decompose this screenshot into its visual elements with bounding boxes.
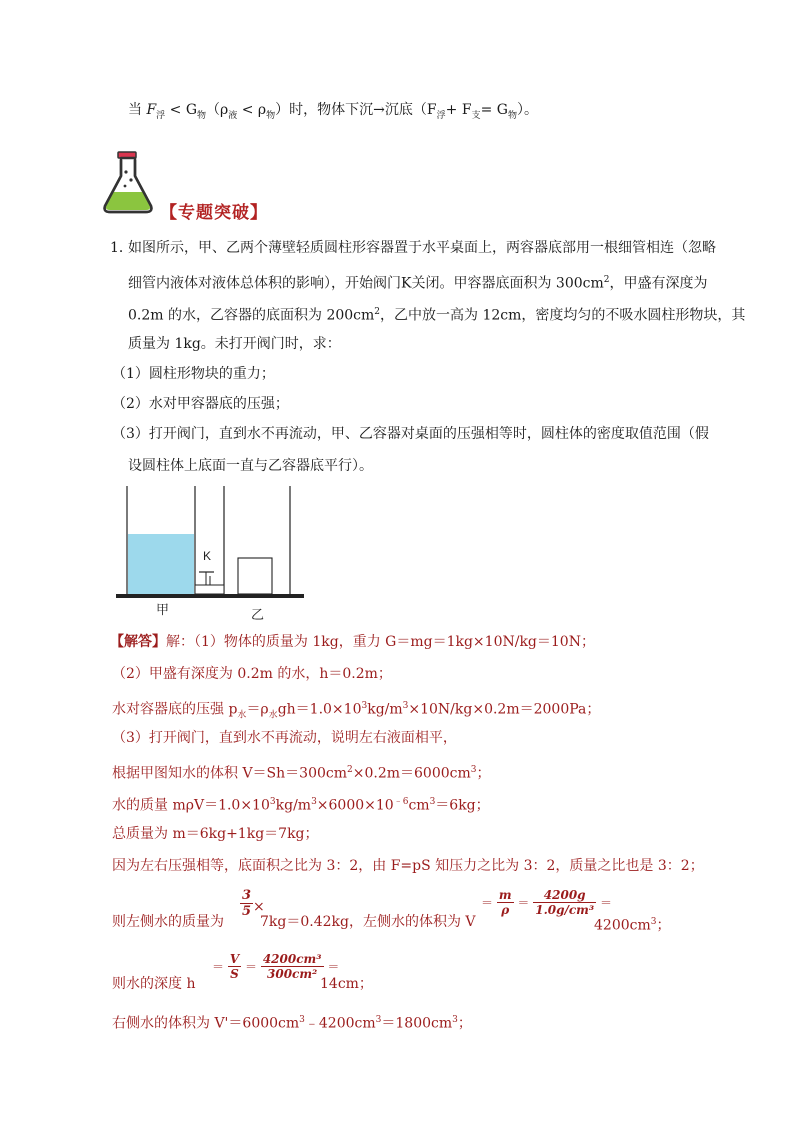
symbol-f: F [146,102,157,118]
fraction-v-s [228,952,241,981]
superscript: 2 [374,307,381,317]
subscript: 浮 [156,110,166,121]
flask-icon [100,150,156,216]
equals: ＝ [244,960,257,974]
superscript: 3 [311,797,317,807]
answer-line-6 [112,792,490,816]
subscript: 支 [471,110,481,121]
fraction-three-fifths [240,888,253,919]
subscript: 水 [268,710,278,721]
answer-tag: 【解答】 [110,634,166,650]
answer-line-5 [112,760,491,784]
equals: ＝ [212,960,225,974]
equals: ＝ [481,896,494,910]
question-2: （2）水对甲容器底的压强； [112,396,289,412]
question-3-line-2: 设圆柱体上底面一直与乙容器底平行）。 [128,458,373,474]
subscript: 浮 [436,110,446,121]
superscript: 2 [347,765,353,775]
fraction-denominator: S [230,967,239,981]
text-fragment: 当 [128,102,147,118]
superscript: 3 [429,797,436,807]
fraction-numerator: m [498,888,512,902]
subscript: 液 [228,110,238,121]
superscript: 3 [361,701,368,711]
text-fragment: 4200cm [594,917,651,934]
problem-line-1: 如图所示，甲、乙两个薄壁轻质圆柱形容器置于水平桌面上，两容器底部用一根细管相连（忽略 [128,240,716,256]
question-3-line-1: （3）打开阀门，直到水不再流动，甲、乙容器对桌面的压强相等时，圆柱体的密度取值范围（假 [112,426,709,442]
superscript: 3 [452,1015,458,1025]
answer-line-3 [112,696,600,725]
section-title: 【专题突破】 [160,203,268,223]
text-fragment: 0.2m 的水，乙容器的底面积为 200cm [128,307,375,324]
answer-line-4: （3）打开阀门，直到水不再流动，说明左右液面相平， [112,730,457,746]
text-fragment: ； [457,1015,472,1032]
left-container-label: 甲 [156,603,170,618]
container-diagram [114,484,308,626]
answer-line-9-result [594,912,670,936]
text-fragment: 水对容器底的压强 p [112,701,238,718]
text-fragment: ﹣4200cm [304,1015,376,1032]
text-fragment: < G [165,102,198,118]
fraction-m-rho [497,888,514,917]
superscript: 3 [650,917,657,927]
text-fragment: 右侧水的体积为 V'＝6000cm [112,1015,300,1032]
text-fragment: ＝1800cm [381,1015,453,1032]
fraction-numerator: 4200cm³ [262,952,322,966]
text-fragment: 解：（1）物体的质量为 1kg，重力 G＝mg＝1kg×10N/kg＝10N； [166,634,595,650]
superscript: 2 [603,275,610,285]
fraction-volume-area [261,952,324,981]
text-fragment: gh＝1.0×10 [277,701,362,718]
superscript: 3 [299,1015,305,1025]
answer-line-2: （2）甲盛有深度为 0.2m 的水，h＝0.2m； [112,666,392,682]
superscript: ﹣6 [393,797,409,807]
text-fragment: ，甲盛有深度为 [609,275,708,292]
problem-line-2 [128,270,707,294]
right-container-label: 乙 [251,608,265,623]
text-fragment: kg/m [275,797,312,814]
text-fragment: ×10N/kg×0.2m＝2000Pa； [408,701,601,718]
text-fragment: ＝ρ [246,701,269,718]
superscript: 3 [269,797,276,807]
answer-line-7: 总质量为 m＝6kg+1kg＝7kg； [112,826,319,842]
subscript: 水 [237,710,247,721]
table-surface [116,594,304,598]
text-fragment: = G [480,102,508,118]
answer-line-9-mid: 7kg＝0.42kg，左侧水的体积为 V [260,914,476,930]
fraction-numerator: 3 [242,888,252,903]
subscript: 物 [266,110,276,121]
text-fragment: ； [656,917,671,934]
fraction-numerator: V [229,952,240,966]
text-fragment: 水的质量 mρV＝1.0×10 [112,797,270,814]
answer-line-8: 因为左右压强相等，底面积之比为 3：2，由 F=pS 知压力之比为 3：2，质量之比也是 3：2； [112,858,704,874]
text-fragment: ×6000×10 [316,797,394,814]
subscript: 物 [507,110,517,121]
text-fragment: ，乙中放一高为 12cm，密度均匀的不吸水圆柱形物块，其 [380,307,746,324]
question-1: （1）圆柱形物块的重力； [112,366,275,382]
text-fragment: （ρ [206,102,229,118]
top-line [128,100,538,126]
superscript: 3 [470,765,477,775]
connecting-tube [195,585,224,594]
text-fragment: ）时，物体下沉→沉底（F [275,102,437,118]
fraction-denominator: 1.0g/cm³ [535,903,595,917]
text-fragment: + F [445,102,472,118]
text-fragment: kg/m [367,701,403,718]
water-left [128,534,194,594]
text-fragment: ＝6kg； [435,797,490,814]
answer-line-10-result: 14cm； [320,976,373,992]
equals: ＝ [327,960,340,974]
fraction-numerator: 4200g [533,888,596,903]
fraction-mass-density [533,888,596,917]
volume-formula [481,888,612,917]
cylinder-block [238,558,272,594]
answer-line-1 [110,632,595,652]
valve-label: K [203,549,212,563]
problem-line-4: 质量为 1kg。未打开阀门时，求： [128,336,341,352]
equals: ＝ [599,896,612,910]
text-fragment: < ρ [237,102,267,118]
text-fragment: 细管内液体对液体总体积的影响），开始阀门K关闭。甲容器底面积为 300cm [128,275,604,292]
equals: ＝ [517,896,530,910]
problem-number: 1． [110,240,133,256]
text-fragment: ）。 [516,102,538,118]
times-symbol: × [253,899,265,915]
fraction-denominator: ρ [501,903,510,917]
subscript: 物 [197,110,207,121]
answer-line-9-label: 则左侧水的质量为 [112,914,224,930]
answer-line-11 [112,1010,472,1034]
text-fragment: 根据甲图知水的体积 V＝Sh＝300cm [112,765,348,782]
fraction-denominator: 300cm² [267,967,318,981]
text-fragment: ； [476,765,491,782]
text-fragment: ×0.2m＝6000cm [352,765,471,782]
text-fragment: cm [408,797,430,814]
superscript: 3 [402,701,409,711]
fraction-denominator: 5 [242,904,252,919]
problem-line-3 [128,302,745,326]
answer-line-10-label: 则水的深度 h [112,976,196,992]
superscript: 3 [375,1015,382,1025]
